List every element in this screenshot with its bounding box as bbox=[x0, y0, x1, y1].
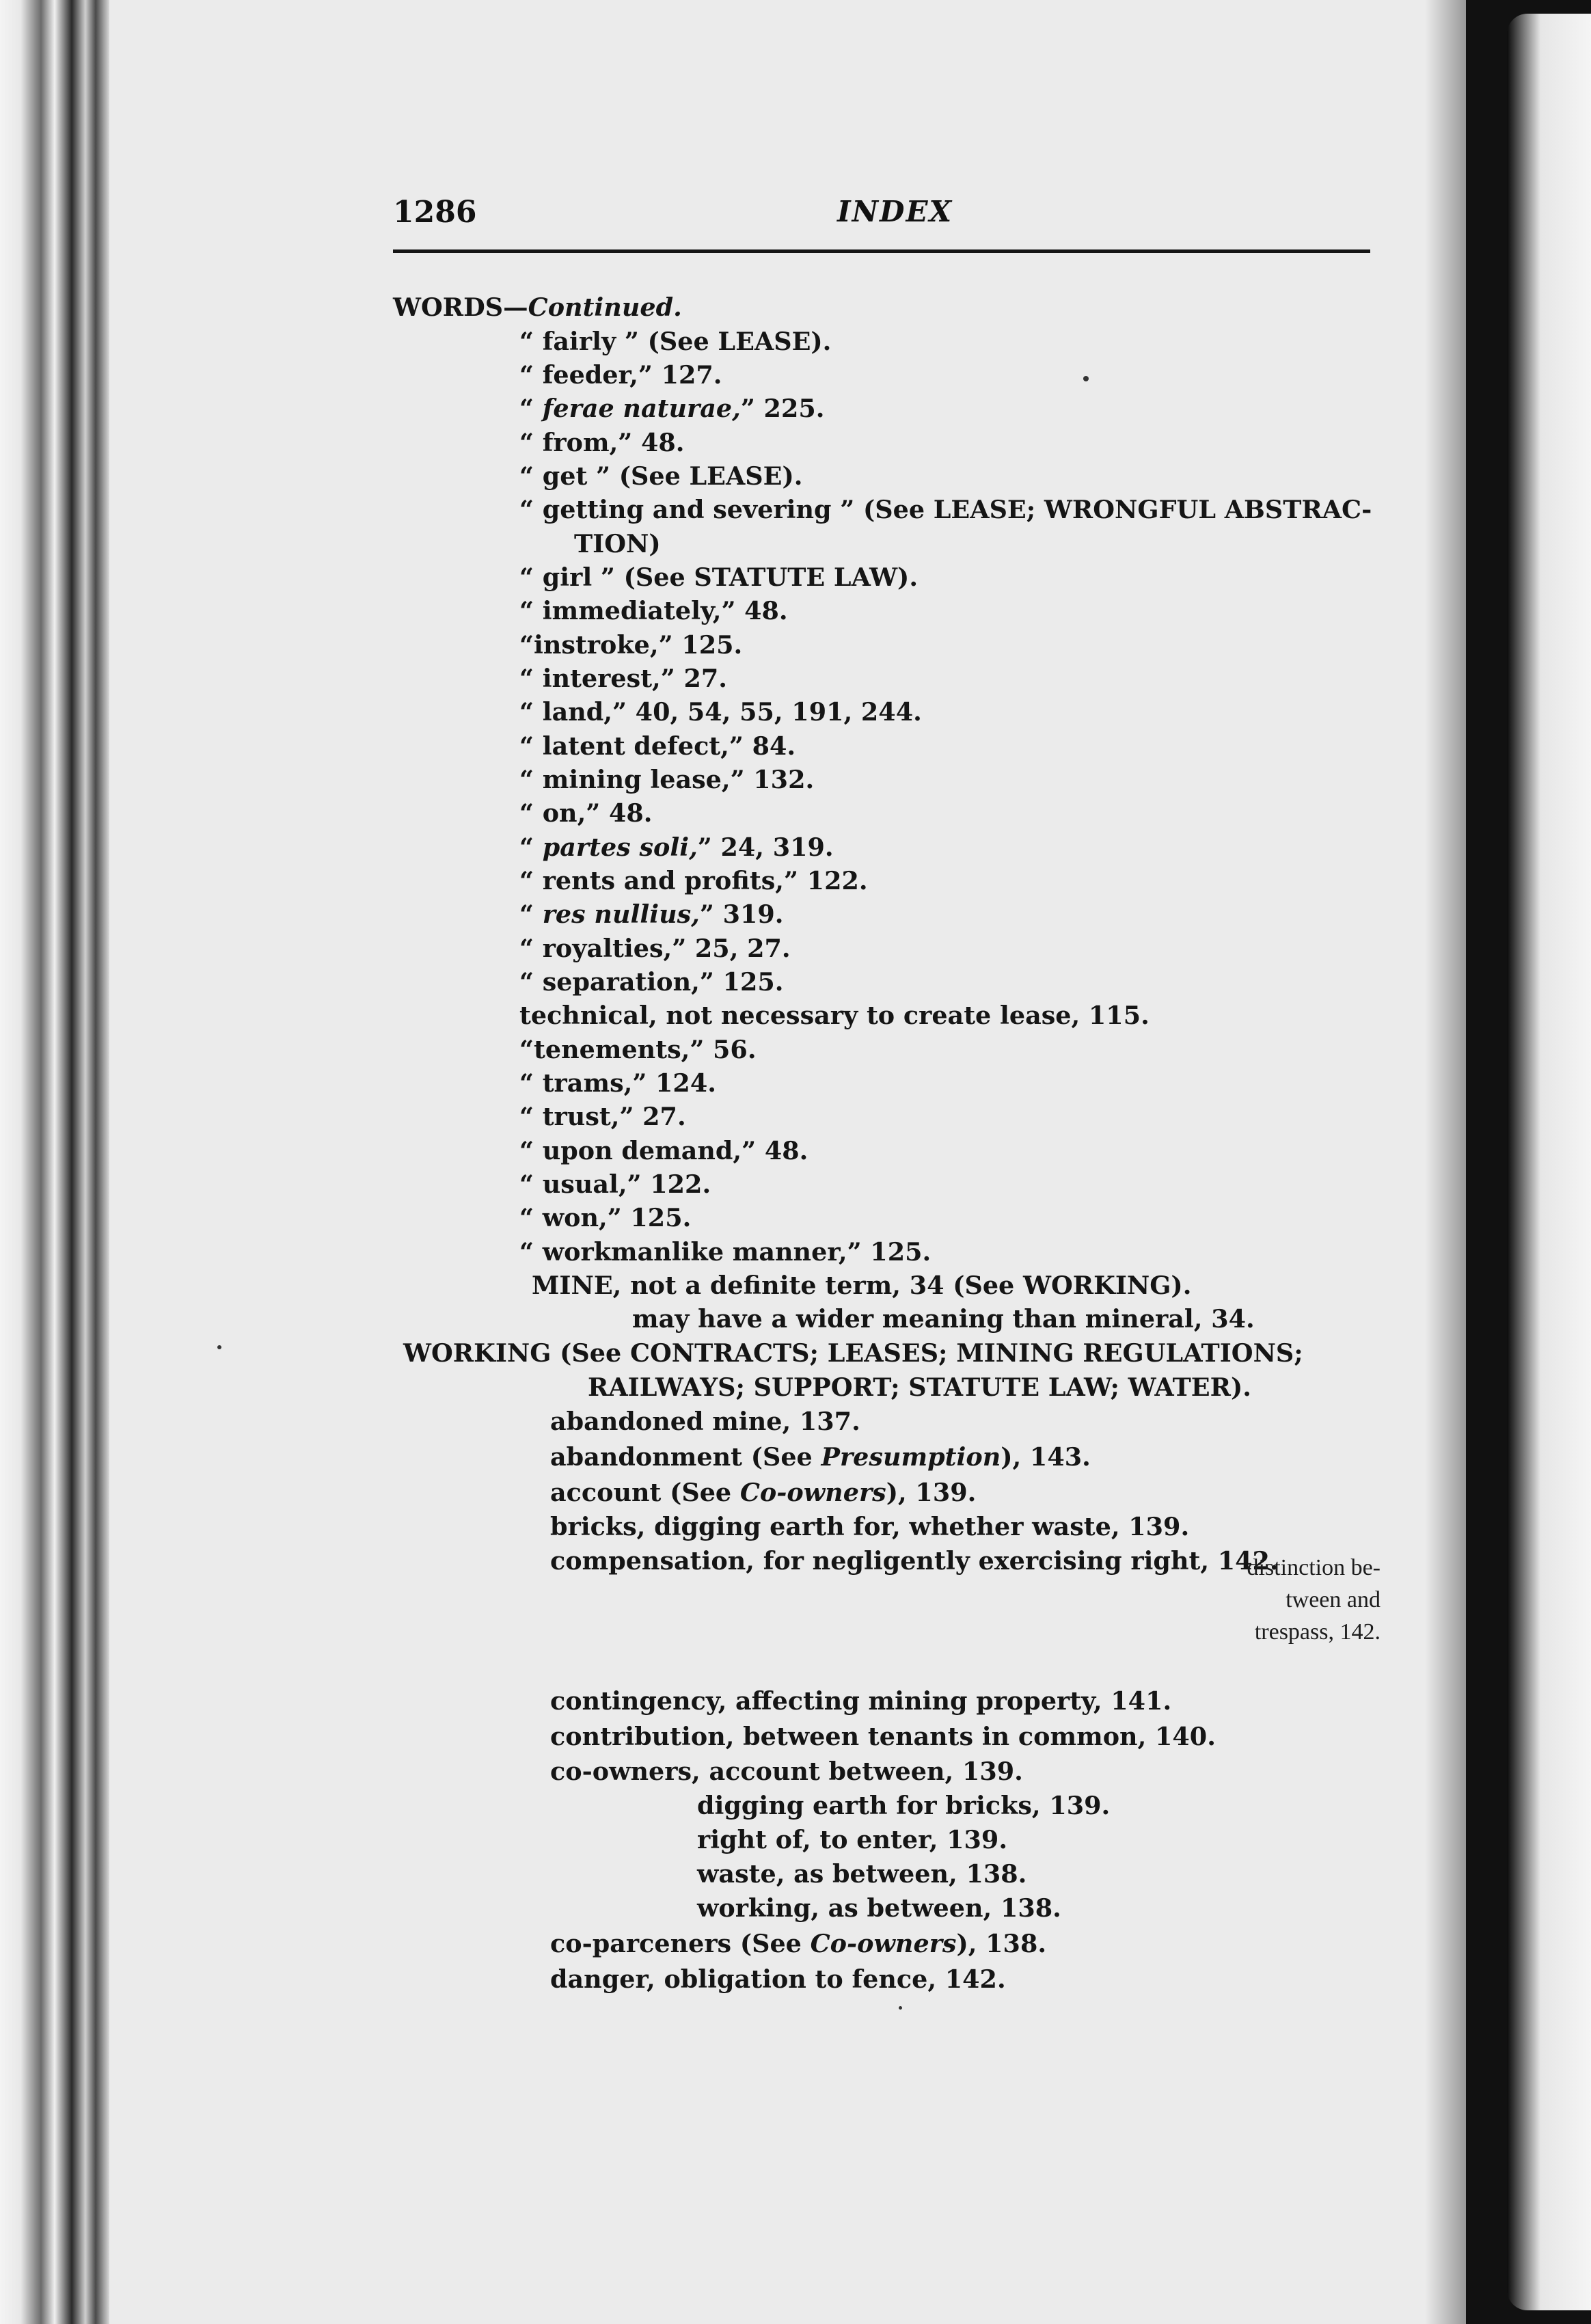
page-gutter-shadow bbox=[1425, 0, 1466, 2324]
index-entry: “ get ” (See LEASE). bbox=[519, 461, 803, 491]
print-speck bbox=[1083, 376, 1089, 381]
index-entry: WORDS—Continued. bbox=[393, 293, 682, 322]
index-entry: abandoned mine, 137. bbox=[550, 1407, 860, 1436]
index-entry: “ trust,” 27. bbox=[519, 1102, 686, 1131]
index-entry: “ rents and profits,” 122. bbox=[519, 866, 868, 895]
index-entry: “ mining lease,” 132. bbox=[519, 765, 815, 794]
index-entry: WORKING (See CONTRACTS; LEASES; MINING REGULATIONS; bbox=[403, 1338, 1303, 1368]
index-entry: technical, not necessary to create lease, 115. bbox=[519, 1001, 1150, 1030]
index-entry: “ res nullius,” 319. bbox=[519, 900, 784, 929]
index-entry: working, as between, 138. bbox=[697, 1893, 1061, 1923]
index-entry: “ trams,” 124. bbox=[519, 1068, 716, 1098]
book-binding-left bbox=[0, 0, 109, 2324]
index-entry: “ royalties,” 25, 27. bbox=[519, 934, 791, 963]
index-entry: “ feeder,” 127. bbox=[519, 360, 722, 390]
index-entry: “ getting and severing ” (See LEASE; WRONGFUL ABSTRAC- bbox=[519, 495, 1372, 524]
index-entry: “tenements,” 56. bbox=[519, 1035, 757, 1064]
index-entry: may have a wider meaning than mineral, 34. bbox=[632, 1304, 1255, 1334]
index-entry: “ land,” 40, 54, 55, 191, 244. bbox=[519, 697, 922, 727]
index-entry: account (See Co-owners), 139. bbox=[550, 1478, 977, 1507]
index-entry: “ upon demand,” 48. bbox=[519, 1136, 808, 1165]
index-entry: “ latent defect,” 84. bbox=[519, 731, 796, 761]
index-entry: contingency, affecting mining property, 141. bbox=[550, 1686, 1172, 1716]
index-entry: danger, obligation to fence, 142. bbox=[550, 1964, 1006, 1994]
print-speck bbox=[899, 2006, 902, 2010]
facing-page-edge bbox=[1507, 14, 1591, 2310]
running-head: INDEX bbox=[837, 195, 953, 228]
margin-note-line: tween and bbox=[1286, 1587, 1381, 1612]
index-entry: “ on,” 48. bbox=[519, 798, 653, 828]
index-entry: “ fairly ” (See LEASE). bbox=[519, 327, 832, 356]
index-entry: “ immediately,” 48. bbox=[519, 596, 788, 625]
index-entry: TION) bbox=[574, 529, 661, 558]
index-entry: “ workmanlike manner,” 125. bbox=[519, 1237, 932, 1267]
index-entry: co-owners, account between, 139. bbox=[550, 1757, 1023, 1786]
index-entry: “ won,” 125. bbox=[519, 1203, 692, 1232]
margin-note-line: distinction be- bbox=[1247, 1555, 1381, 1580]
index-entry: contribution, between tenants in common, 140. bbox=[550, 1722, 1216, 1751]
index-entry: “ partes soli,” 24, 319. bbox=[519, 833, 834, 862]
index-entry: “ girl ” (See STATUTE LAW). bbox=[519, 563, 919, 592]
margin-note bbox=[1203, 1552, 1381, 1648]
index-entry: “ separation,” 125. bbox=[519, 967, 784, 997]
margin-note-line: trespass, 142. bbox=[1254, 1619, 1381, 1645]
index-entry: waste, as between, 138. bbox=[697, 1859, 1027, 1889]
print-speck bbox=[217, 1345, 221, 1349]
page-number: 1286 bbox=[393, 195, 477, 230]
index-entry: “ interest,” 27. bbox=[519, 664, 727, 693]
index-entry: RAILWAYS; SUPPORT; STATUTE LAW; WATER). bbox=[588, 1373, 1251, 1402]
index-entry: abandonment (See Presumption), 143. bbox=[550, 1442, 1091, 1472]
index-entry: “ from,” 48. bbox=[519, 428, 685, 457]
index-entry: bricks, digging earth for, whether waste, 139. bbox=[550, 1512, 1190, 1541]
index-entry: “ usual,” 122. bbox=[519, 1170, 711, 1199]
index-entry: co-parceners (See Co-owners), 138. bbox=[550, 1929, 1047, 1958]
index-entry: compensation, for negligently exercising right, 142. bbox=[550, 1546, 1279, 1576]
index-entry: “ ferae naturae,” 225. bbox=[519, 394, 825, 423]
page-header bbox=[393, 195, 1370, 253]
index-entry: digging earth for bricks, 139. bbox=[697, 1791, 1111, 1820]
index-entry: MINE, not a definite term, 34 (See WORKING). bbox=[532, 1271, 1192, 1300]
index-entry: “instroke,” 125. bbox=[519, 630, 743, 660]
index-entry: right of, to enter, 139. bbox=[697, 1825, 1008, 1854]
